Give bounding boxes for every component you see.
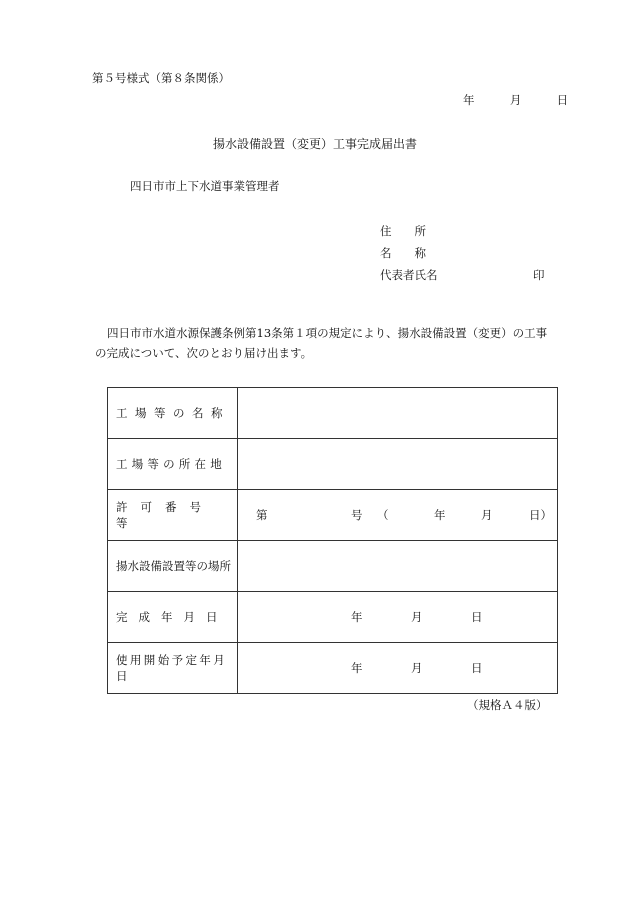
table-row: [108, 388, 558, 439]
permit-number-label: 許可番号等: [116, 500, 214, 530]
paper-size-note: （規格Ａ４版）: [467, 698, 548, 712]
completion-day: 日: [471, 610, 483, 624]
body-line-2: の完成について、次のとおり届け出ます。: [95, 346, 313, 360]
form-number: 第５号様式（第８条関係）: [92, 71, 230, 85]
address-label: 住 所: [380, 224, 426, 238]
start-date-label: 使用開始予定年月日: [116, 653, 228, 683]
representative-label: 代表者氏名: [380, 268, 438, 282]
permit-number-template: [238, 490, 557, 540]
completion-date-label: 完成年月日: [116, 610, 229, 624]
applicant-address-row: [380, 220, 440, 242]
factory-name-field[interactable]: [238, 388, 558, 439]
row-label-factory-name: [116, 405, 237, 421]
installation-location-label: 揚水設備設置等の場所: [116, 559, 231, 573]
date-year-label: 年: [463, 93, 475, 107]
seal-mark: 印: [533, 268, 545, 282]
applicant-representative-row: [380, 264, 545, 286]
start-month: 月: [411, 661, 423, 675]
permit-day: 日）: [529, 508, 552, 522]
table-row: [108, 643, 558, 694]
document-title: 揚水設備設置（変更）工事完成届出書: [212, 137, 417, 151]
body-line-1: 四日市市水道水源保護条例第13条第１項の規定により、揚水設備設置（変更）の工事: [107, 326, 548, 340]
completion-date-template: [238, 592, 557, 642]
table-row: [108, 439, 558, 490]
start-day: 日: [471, 661, 483, 675]
date-month-label: 月: [509, 93, 522, 107]
start-year: 年: [351, 661, 363, 675]
factory-name-label: 工場等の名称: [116, 406, 230, 420]
body-text: [95, 323, 548, 363]
applicant-block: [380, 220, 545, 286]
permit-month: 月: [481, 508, 493, 522]
date-day-label: 日: [556, 93, 569, 107]
permit-number-field[interactable]: [238, 490, 558, 541]
completion-year: 年: [351, 610, 363, 624]
completion-form-table: [107, 387, 558, 694]
table-row: [108, 490, 558, 541]
completion-date-field[interactable]: [238, 592, 558, 643]
start-date-template: [238, 643, 557, 693]
submission-date: [463, 92, 568, 108]
permit-dai: 第: [256, 508, 268, 522]
start-date-field[interactable]: [238, 643, 558, 694]
permit-open-paren: （: [377, 508, 389, 522]
completion-month: 月: [411, 610, 423, 624]
factory-location-field[interactable]: [238, 439, 558, 490]
name-label: 名 称: [380, 246, 426, 260]
installation-location-field[interactable]: [238, 541, 558, 592]
permit-year: 年: [434, 508, 446, 522]
permit-go: 号: [351, 508, 363, 522]
table-row: [108, 541, 558, 592]
table-row: [108, 592, 558, 643]
factory-location-label: 工場等の所在地: [116, 457, 226, 471]
applicant-name-row: [380, 242, 440, 264]
addressee: 四日市市上下水道事業管理者: [130, 179, 280, 193]
